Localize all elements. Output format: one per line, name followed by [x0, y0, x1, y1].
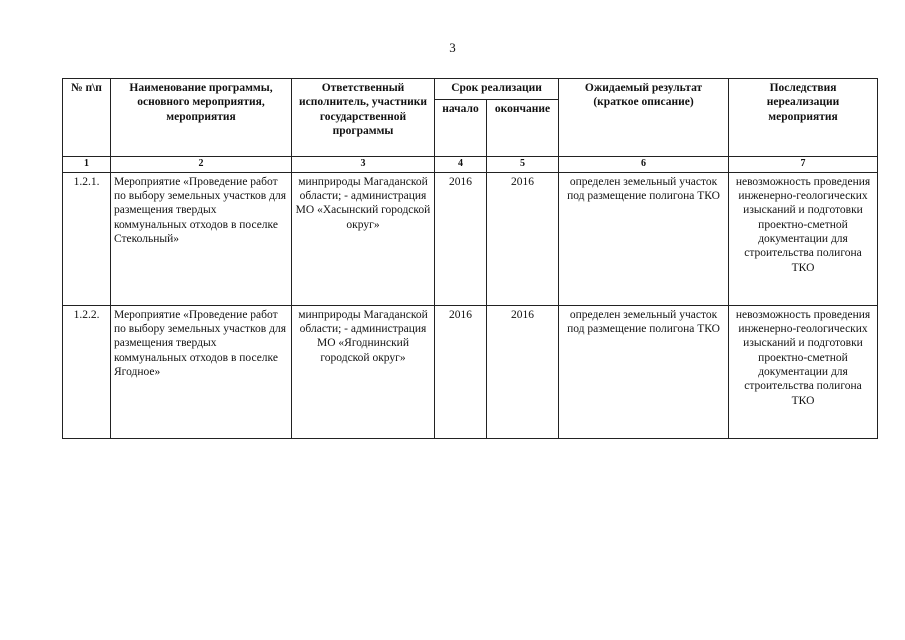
header-period: Срок реализации: [435, 79, 559, 100]
header-num: № п\п: [63, 79, 111, 157]
row-num: 1.2.2.: [63, 305, 111, 438]
row-consequences: невозможность проведения инженерно-геологических изысканий и подготовки проектно-сметной документации для строительства полигона ТКО: [729, 172, 878, 305]
row-num: 1.2.1.: [63, 172, 111, 305]
column-number: 1: [63, 157, 111, 173]
column-number: 7: [729, 157, 878, 173]
row-start: 2016: [435, 305, 487, 438]
header-consequences: Последствия нереализации мероприятия: [729, 79, 878, 157]
header-name: Наименование программы, основного мероприятия, мероприятия: [111, 79, 292, 157]
header-start: начало: [435, 100, 487, 157]
table-row: [63, 172, 878, 305]
row-start: 2016: [435, 172, 487, 305]
row-result: определен земельный участок под размещение полигона ТКО: [559, 305, 729, 438]
column-number: 2: [111, 157, 292, 173]
table-row: [63, 305, 878, 438]
row-end: 2016: [487, 305, 559, 438]
row-executor: минприроды Магаданской области; - администрация МО «Ягоднинский городской округ»: [292, 305, 435, 438]
column-number: 3: [292, 157, 435, 173]
row-executor: минприроды Магаданской области; - администрация МО «Хасынский городской округ»: [292, 172, 435, 305]
row-end: 2016: [487, 172, 559, 305]
page-number: 3: [449, 40, 456, 55]
row-name: Мероприятие «Проведение работ по выбору земельных участков для размещения твердых коммунальных отходов в поселке Стекольный»: [111, 172, 292, 305]
row-consequences: невозможность проведения инженерно-геологических изысканий и подготовки проектно-сметной документации для строительства полигона ТКО: [729, 305, 878, 438]
header-result: Ожидаемый результат (краткое описание): [559, 79, 729, 157]
program-table: [62, 78, 878, 439]
column-number: 4: [435, 157, 487, 173]
column-numbers-row: [63, 157, 878, 173]
row-name: Мероприятие «Проведение работ по выбору земельных участков для размещения твердых коммунальных отходов в поселке Ягодное»: [111, 305, 292, 438]
column-number: 5: [487, 157, 559, 173]
header-executor: Ответственный исполнитель, участники государственной программы: [292, 79, 435, 157]
row-result: определен земельный участок под размещение полигона ТКО: [559, 172, 729, 305]
header-end: окончание: [487, 100, 559, 157]
column-number: 6: [559, 157, 729, 173]
